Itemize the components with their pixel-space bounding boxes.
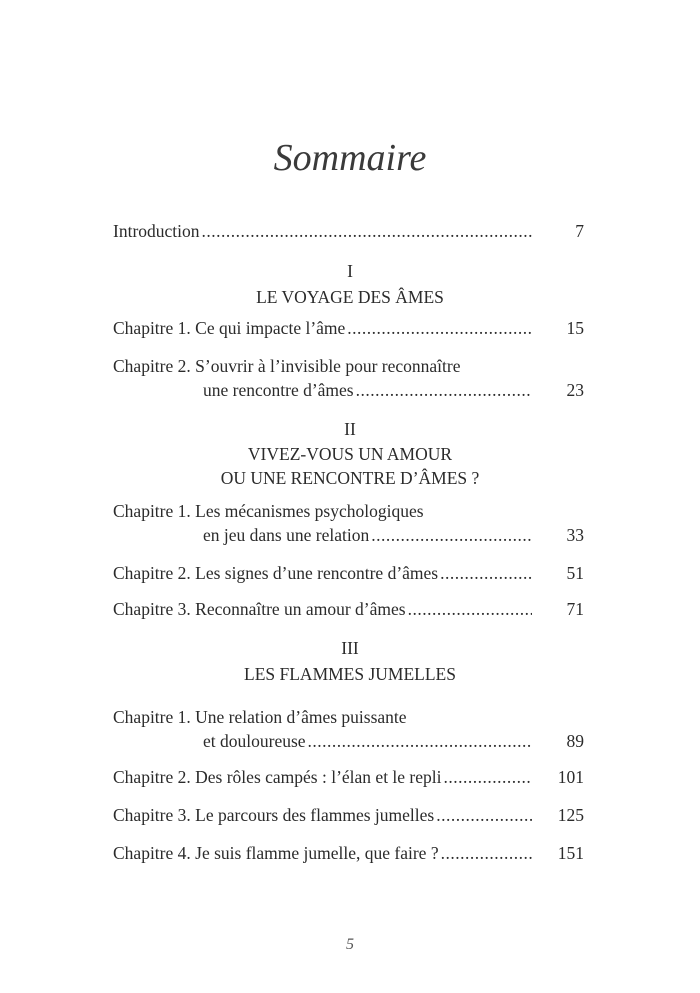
toc-entry[interactable] bbox=[113, 354, 584, 402]
chapter-label: Chapitre 1. bbox=[113, 318, 191, 338]
toc-entry-title: Ce qui impacte l’âme bbox=[195, 318, 346, 338]
toc-entry[interactable] bbox=[113, 705, 584, 753]
chapter-label: Chapitre 2. bbox=[113, 767, 191, 787]
toc-page-number: 89 bbox=[566, 731, 584, 751]
toc-entry[interactable] bbox=[113, 316, 584, 340]
toc-entry-title: Introduction bbox=[113, 221, 200, 241]
part-title: VIVEZ-VOUS UN AMOUR bbox=[247, 444, 453, 464]
toc-entry[interactable] bbox=[113, 803, 584, 827]
toc-entry-title-continued: une rencontre d’âmes bbox=[203, 380, 354, 400]
toc-page-number: 125 bbox=[557, 805, 584, 825]
toc-entry-title: S’ouvrir à l’invisible pour reconnaître bbox=[195, 356, 461, 376]
toc-entry-title: Les signes d’une rencontre d’âmes bbox=[195, 563, 439, 583]
chapter-label: Chapitre 2. bbox=[113, 356, 191, 376]
dot-leader bbox=[308, 729, 532, 753]
toc-page-number: 101 bbox=[557, 767, 584, 787]
page-title: Sommaire bbox=[273, 137, 427, 179]
toc-page-number: 51 bbox=[566, 563, 584, 583]
toc-entry[interactable] bbox=[113, 597, 584, 621]
part-heading-1 bbox=[0, 259, 700, 309]
toc-entry-title: Reconnaître un amour d’âmes bbox=[195, 599, 406, 619]
chapter-label: Chapitre 1. bbox=[113, 501, 191, 521]
toc-page-number: 23 bbox=[566, 380, 584, 400]
part-numeral: II bbox=[344, 419, 356, 439]
part-numeral: III bbox=[341, 638, 359, 658]
part-title-continued: OU UNE RENCONTRE D’ÂMES ? bbox=[220, 468, 480, 488]
dot-leader bbox=[202, 219, 532, 243]
toc-entry[interactable] bbox=[113, 561, 584, 585]
dot-leader bbox=[444, 765, 533, 789]
toc-entry[interactable] bbox=[113, 841, 584, 865]
dot-leader bbox=[408, 597, 532, 621]
toc-entry-title: Les mécanismes psychologiques bbox=[195, 501, 424, 521]
dot-leader bbox=[347, 316, 532, 340]
page-folio: 5 bbox=[346, 936, 354, 953]
dot-leader bbox=[371, 523, 532, 547]
chapter-label: Chapitre 4. bbox=[113, 843, 191, 863]
part-title: LE VOYAGE DES ÂMES bbox=[256, 287, 444, 307]
chapter-label: Chapitre 3. bbox=[113, 599, 191, 619]
part-numeral: I bbox=[347, 261, 353, 281]
chapter-label: Chapitre 1. bbox=[113, 707, 191, 727]
chapter-label: Chapitre 2. bbox=[113, 563, 191, 583]
toc-entry-title: Je suis flamme jumelle, que faire ? bbox=[195, 843, 439, 863]
toc-page-number: 7 bbox=[575, 221, 584, 241]
dot-leader bbox=[356, 378, 532, 402]
toc-entry-title-continued: en jeu dans une relation bbox=[203, 525, 370, 545]
toc-entry-title: Des rôles campés : l’élan et le repli bbox=[195, 767, 442, 787]
toc-entry-introduction[interactable] bbox=[113, 219, 584, 243]
toc-entry-title: Le parcours des flammes jumelles bbox=[195, 805, 435, 825]
toc-entry-title-continued: et douloureuse bbox=[203, 731, 306, 751]
toc-page-number: 33 bbox=[566, 525, 584, 545]
toc-page-number: 15 bbox=[566, 318, 584, 338]
toc-page-number: 151 bbox=[557, 843, 584, 863]
part-heading-2 bbox=[0, 417, 700, 490]
part-heading-3 bbox=[0, 636, 700, 686]
dot-leader bbox=[436, 803, 532, 827]
toc-entry-title: Une relation d’âmes puissante bbox=[195, 707, 407, 727]
toc-page-number: 71 bbox=[566, 599, 584, 619]
part-title: LES FLAMMES JUMELLES bbox=[244, 664, 456, 684]
toc-entry[interactable] bbox=[113, 765, 584, 789]
chapter-label: Chapitre 3. bbox=[113, 805, 191, 825]
dot-leader bbox=[440, 561, 532, 585]
dot-leader bbox=[441, 841, 532, 865]
toc-entry[interactable] bbox=[113, 499, 584, 547]
